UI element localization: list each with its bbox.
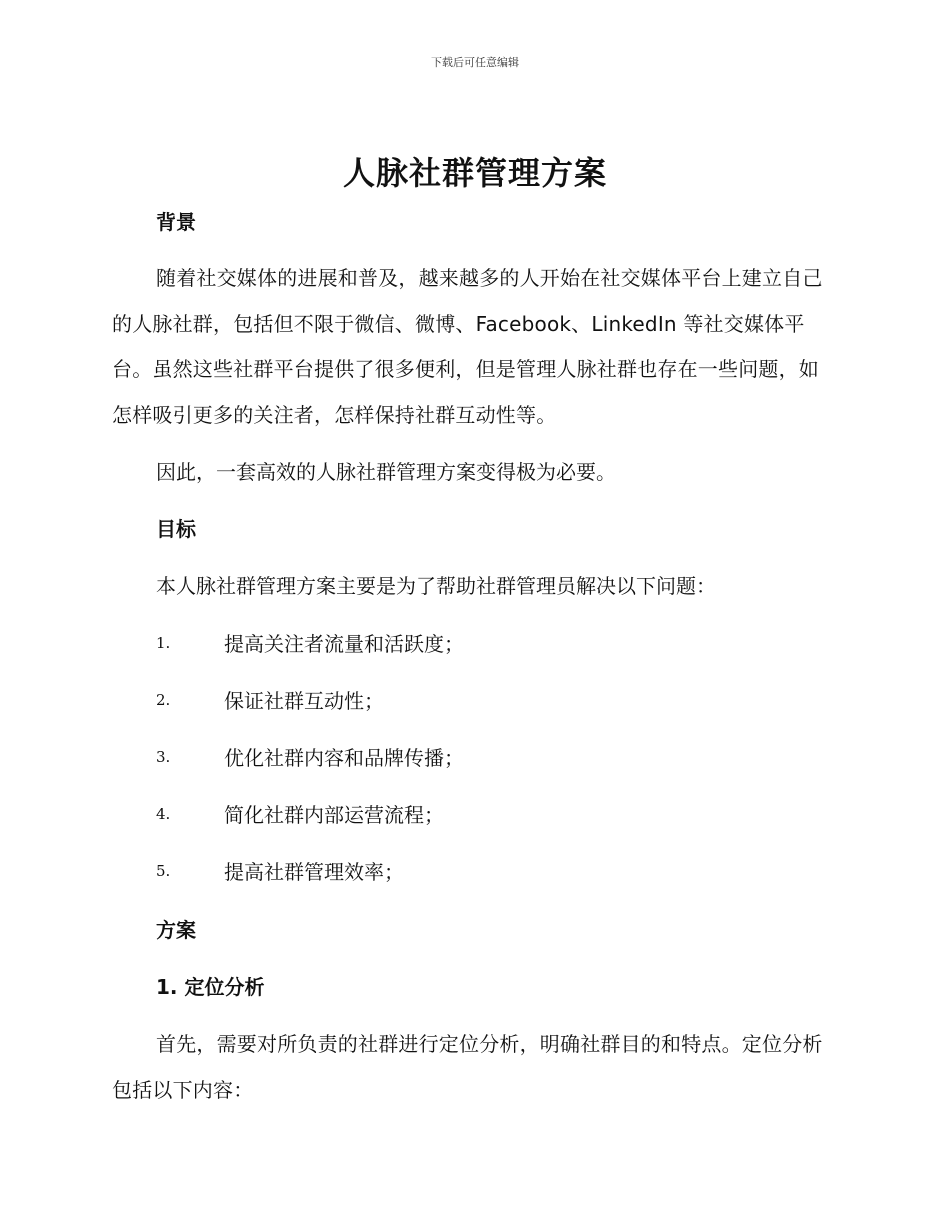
list-item-number: 1. — [156, 634, 171, 652]
page-header-note: 下载后可任意编辑 — [431, 56, 519, 69]
list-item — [156, 858, 756, 886]
list-item-text: 提高关注者流量和活跃度； — [224, 632, 464, 656]
list-item — [156, 687, 756, 715]
list-item-text: 提高社群管理效率； — [224, 860, 404, 884]
goal-heading: 目标 — [156, 517, 196, 541]
background-paragraph-2: 因此，一套高效的人脉社群管理方案变得极为必要。 — [156, 460, 616, 484]
subsection-1-heading: 1. 定位分析 — [156, 975, 265, 999]
subsection-1-paragraph: 首先，需要对所负责的社群进行定位分析，明确社群目的和特点。定位分析包括以下内容： — [112, 1032, 823, 1102]
list-item-number: 5. — [156, 862, 171, 880]
list-item — [156, 630, 756, 658]
document-title: 人脉社群管理方案 — [342, 154, 607, 192]
plan-heading: 方案 — [156, 918, 196, 942]
list-item-text: 保证社群互动性； — [224, 689, 384, 713]
list-item-number: 4. — [156, 805, 171, 823]
list-item-number: 2. — [156, 691, 171, 709]
goal-intro: 本人脉社群管理方案主要是为了帮助社群管理员解决以下问题： — [156, 574, 716, 598]
list-item — [156, 744, 756, 772]
list-item-text: 优化社群内容和品牌传播； — [224, 746, 464, 770]
list-item-text: 简化社群内部运营流程； — [224, 803, 444, 827]
list-item — [156, 801, 756, 829]
background-paragraph-1: 随着社交媒体的进展和普及，越来越多的人开始在社交媒体平台上建立自己的人脉社群，包括但不限于微信、微博、Facebook、LinkedIn 等社交媒体平台。虽然这些社群平台提供了很多便利，但是管理人脉社群也存在一些问题，如怎样吸引更多的关注者，怎样保持社群互动性等。 — [112, 266, 823, 427]
list-item-number: 3. — [156, 748, 171, 766]
background-heading: 背景 — [156, 210, 196, 234]
